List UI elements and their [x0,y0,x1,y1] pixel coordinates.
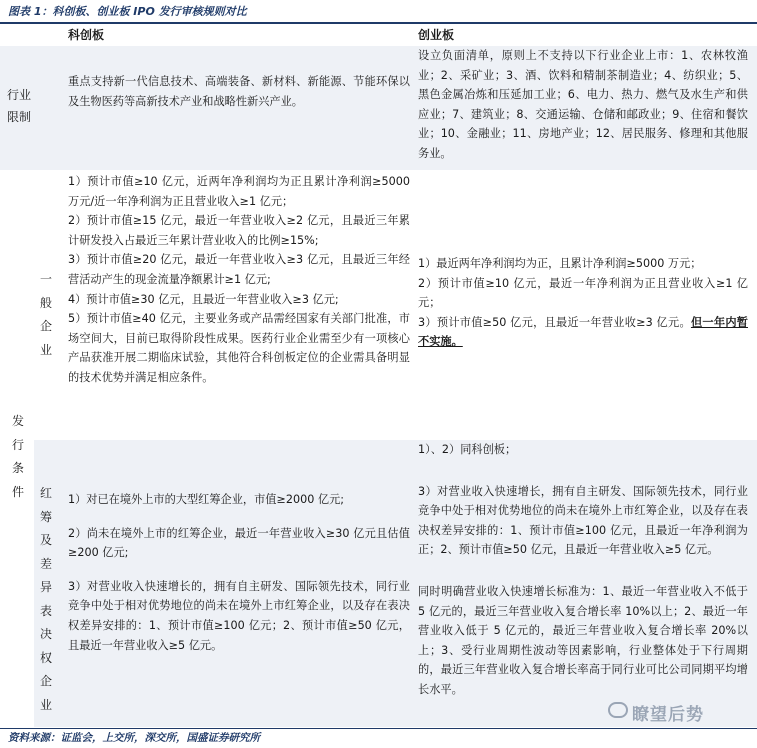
general-kechuang-item: 1）预计市值≥10 亿元，近两年净利润均为正且累计净利润≥5000 万元/近一年净利润为正且营业收入≥1 亿元； [68,175,410,208]
row-label-general: 一般企业 [39,272,52,357]
column-header-kechuang: 科创板 [68,28,105,42]
general-kechuang-item: 5）预计市值≥40 亿元，主要业务或产品需经国家有关部门批准，市场空间大，目前已取得阶段性成果。医药行业企业需至少有一项核心产品获准开展二期临床试验，其他符合科创板定位的企业需具备明显的技术优势并满足相应条件。 [68,312,410,384]
redchip-kechuang-block [68,490,410,680]
redchip-chuangye-item: 同时明确营业收入快速增长标准为：1、最近一年营业收入不低于 5 亿元的，最近三年营业收入复合增长率 10%以上；2、最近一年营业收入低于 5 亿元的，最近三年营业收入复合增长率 20%以上；3、受行业周期性波动等因素影响，行业整体处于下行周期的，最近三年营业收入复合增长率高于同行业可比公司同期平均增长水平。 [418,584,748,696]
general-chuangye-note: 但一年内暂不实施。 [418,315,748,349]
wechat-icon [608,702,628,718]
general-kechuang-item: 4）预计市值≥30 亿元，且最近一年营业收入≥3 亿元; [68,292,339,306]
redchip-chuangye-block [418,440,748,727]
top-rule [0,22,757,24]
bottom-rule [0,728,757,729]
general-chuangye-item-text: 3）预计市值≥50 亿元，且最近一年营业收≥3 亿元。 [418,315,691,329]
general-kechuang-block [68,172,410,438]
row-label-redchip: 红筹及差异表决权企业 [39,486,52,712]
general-chuangye-item: 1）最近两年净利润均为正，且累计净利润≥5000 万元； [418,257,702,270]
watermark-logo: 瞭望后势 [632,705,704,725]
redchip-kechuang-item: 2）尚未在境外上市的红筹企业，最近一年营业收入≥30 亿元且估值≥200 亿元; [68,526,410,560]
column-header-chuangye: 创业板 [418,28,455,42]
figure-caption: 图表 1：科创板、创业板 IPO 发行审核规则对比 [8,5,247,18]
general-chuangye-item: 2）预计市值≥10 亿元，最近一年净利润为正且营业收入≥1 亿元； [418,276,748,310]
industry-chuangye-text: 设立负面清单，原则上不支持以下行业企业上市：1、农林牧渔业；2、采矿业；3、酒、饮料和精制茶制造业；4、纺织业；5、黑色金属冶炼和压延加工业；6、电力、热力、燃气及水生产和供应业；7、建筑业；8、交通运输、仓储和邮政业；9、住宿和餐饮业；10、金融业；11、房地产业；12、居民服务、修理和其他服务业。 [418,49,748,160]
redchip-chuangye-item: 1）、2）同科创板； [418,443,517,456]
row-label-industry: 行业限制 [6,88,31,124]
general-chuangye-block [418,254,748,354]
industry-kechuang-text: 重点支持新一代信息技术、高端装备、新材料、新能源、节能环保以及生物医药等高新技术产业和战略性新兴产业。 [68,75,410,108]
row-label-issue-conditions: 发行条件 [11,414,24,499]
redchip-kechuang-item: 1）对已在境外上市的大型红筹企业，市值≥2000 亿元; [68,493,345,506]
source-note: 资料来源：证监会，上交所，深交所，国盛证券研究所 [8,732,260,744]
redchip-chuangye-item: 3）对营业收入快速增长，拥有自主研发、国际领先技术，同行业竞争中处于相对优势地位的尚未在境外上市红筹企业，以及存在表决权差异安排的：1、预计市值≥100 亿元，且最近一年净利润为正；2、预计市值≥50 亿元，且最近一年营业收入≥5 亿元。 [418,484,748,557]
general-kechuang-item: 2）预计市值≥15 亿元，最近一年营业收入≥2 亿元，且最近三年累计研发投入占最近三年累计营业收入的比例≥15%; [68,214,410,247]
redchip-kechuang-item: 3）对营业收入快速增长的，拥有自主研发、国际领先技术，同行业竞争中处于相对优势地位的尚未在境外上市红筹企业，以及存在表决权差异安排的：1、预计市值≥100 亿元；2、预计市值≥50 亿元，且最近一年营业收入≥5 亿元。 [68,579,410,652]
general-kechuang-item: 3）预计市值≥20 亿元，最近一年营业收入≥3 亿元，且最近三年经营活动产生的现金流量净额累计≥1 亿元; [68,253,410,286]
general-chuangye-item [418,313,748,352]
